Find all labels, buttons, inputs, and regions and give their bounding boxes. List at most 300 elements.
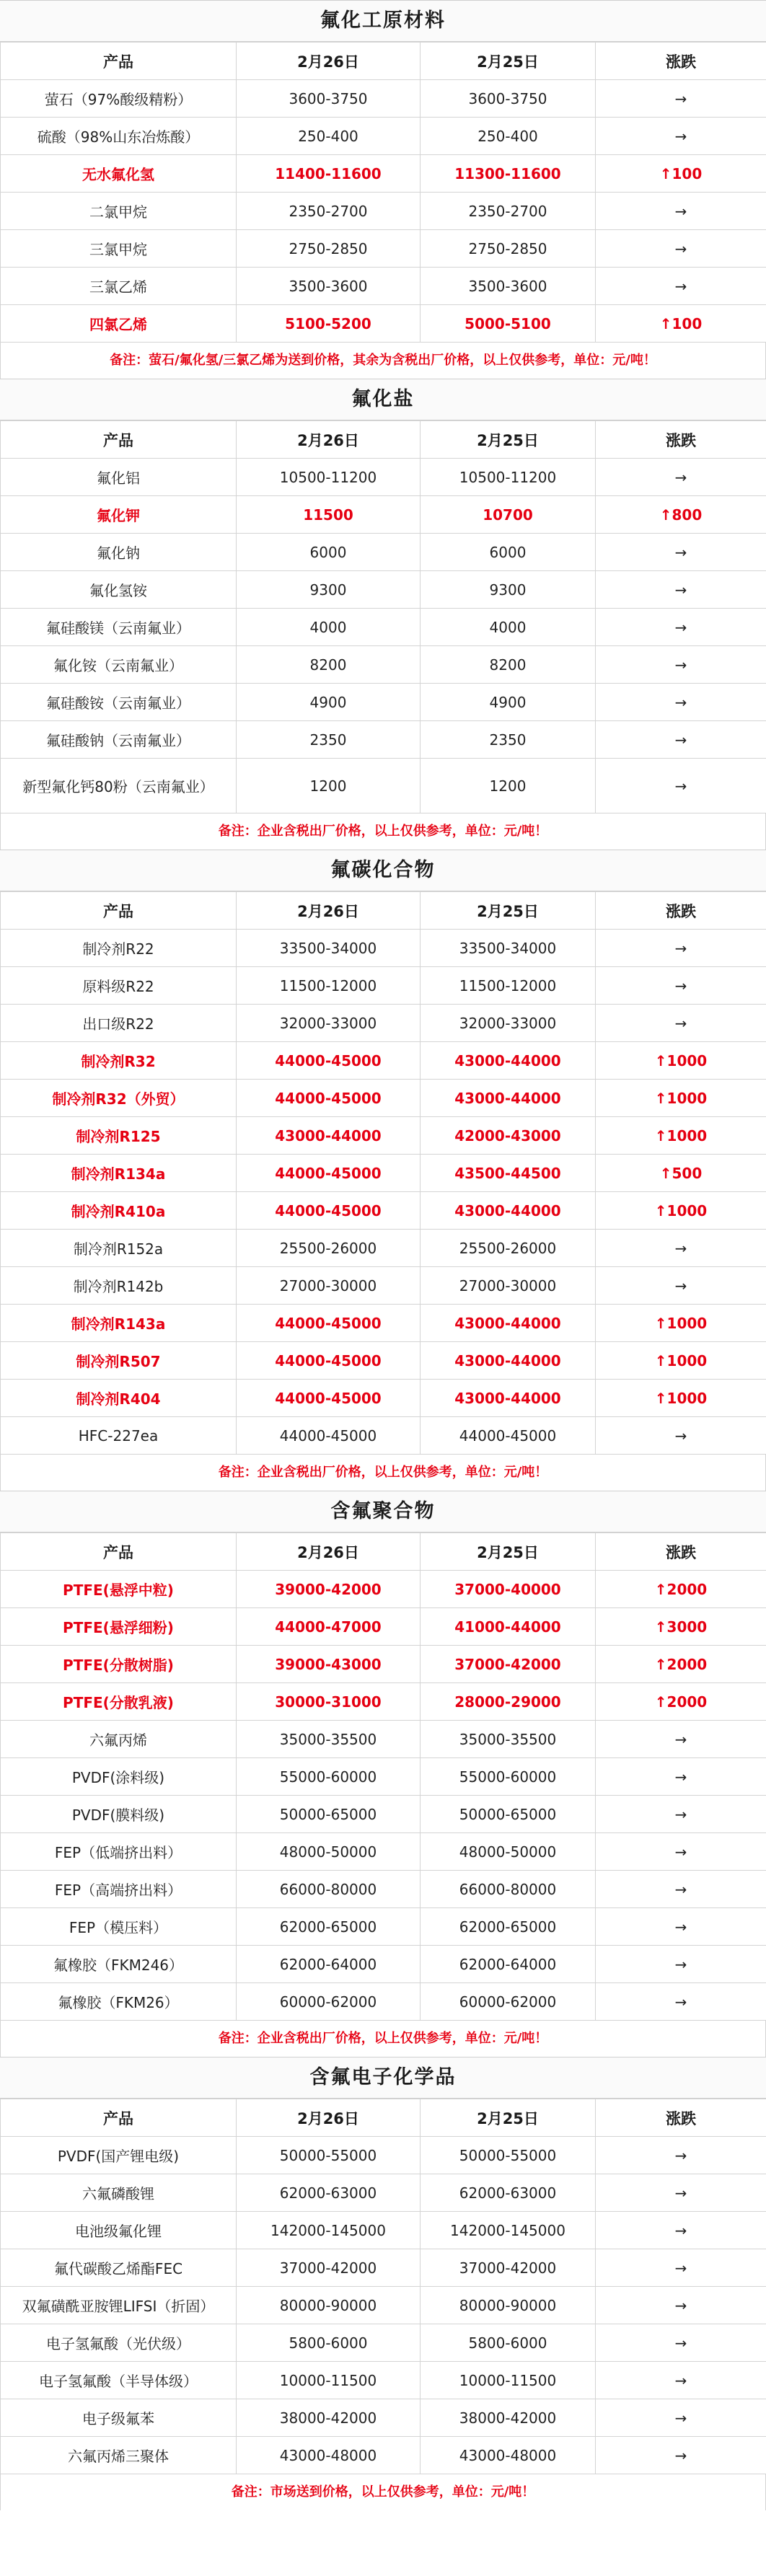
table-row [1,1796,766,1833]
table-row [1,305,766,343]
table-row [1,609,766,646]
price-date-1: 9300 [237,571,421,609]
price-section [0,0,766,379]
price-date-2: 43000-44000 [421,1380,596,1417]
price-date-1: 10500-11200 [237,459,421,496]
header-date-1: 2月26日 [237,421,421,459]
product-name: 三氯乙烯 [1,268,237,305]
table-row [1,2249,766,2287]
price-date-2: 5800-6000 [421,2324,596,2362]
price-date-1: 11400-11600 [237,155,421,193]
price-date-2: 60000-62000 [421,1983,596,2021]
table-row [1,1946,766,1983]
product-name: PVDF(涂料级) [1,1758,237,1796]
header-date-1: 2月26日 [237,43,421,80]
price-date-2: 48000-50000 [421,1833,596,1871]
table-row [1,1683,766,1721]
price-date-1: 44000-47000 [237,1608,421,1646]
price-date-1: 44000-45000 [237,1192,421,1230]
header-date-2: 2月25日 [421,43,596,80]
price-date-2: 2350-2700 [421,193,596,230]
price-date-2: 25500-26000 [421,1230,596,1267]
price-date-2: 4000 [421,609,596,646]
table-row [1,721,766,759]
price-change: → [596,1005,766,1042]
price-change: ↑800 [596,496,766,534]
price-date-2: 62000-63000 [421,2174,596,2212]
price-date-1: 39000-42000 [237,1571,421,1608]
product-name: 六氟丙烯三聚体 [1,2437,237,2474]
section-note: 备注：企业含税出厂价格，以上仅供参考，单位：元/吨！ [0,1455,766,1491]
product-name: 氟橡胶（FKM26） [1,1983,237,2021]
price-change: → [596,1908,766,1946]
price-date-1: 43000-48000 [237,2437,421,2474]
product-name: PTFE(悬浮细粉) [1,1608,237,1646]
price-table [0,42,766,343]
price-date-1: 37000-42000 [237,2249,421,2287]
header-product: 产品 [1,43,237,80]
section-title: 氟化盐 [0,379,766,420]
product-name: 氟硅酸钠（云南氟业） [1,721,237,759]
price-date-2: 43000-44000 [421,1042,596,1080]
price-date-2: 11300-11600 [421,155,596,193]
price-change: → [596,1267,766,1305]
table-row [1,2362,766,2399]
product-name: 氟化氢铵 [1,571,237,609]
table-row [1,1267,766,1305]
price-table [0,1532,766,2021]
product-name: 氟橡胶（FKM246） [1,1946,237,1983]
table-row [1,1305,766,1342]
product-name: 制冷剂R143a [1,1305,237,1342]
price-change: → [596,1871,766,1908]
section-note: 备注：市场送到价格，以上仅供参考，单位：元/吨！ [0,2474,766,2510]
table-row [1,1155,766,1192]
price-date-2: 37000-40000 [421,1571,596,1608]
price-section [0,850,766,1491]
product-name: 制冷剂R134a [1,1155,237,1192]
product-name: FEP（模压料） [1,1908,237,1946]
price-change: → [596,2399,766,2437]
price-date-1: 35000-35500 [237,1721,421,1758]
table-header-row [1,2099,766,2137]
product-name: 电子氢氟酸（半导体级） [1,2362,237,2399]
price-change: → [596,230,766,268]
section-title: 氟碳化合物 [0,850,766,891]
price-date-1: 10000-11500 [237,2362,421,2399]
table-row [1,1571,766,1608]
product-name: 氟化铝 [1,459,237,496]
price-date-1: 62000-63000 [237,2174,421,2212]
price-change: → [596,2174,766,2212]
table-row [1,930,766,967]
price-change: → [596,967,766,1005]
product-name: 制冷剂R142b [1,1267,237,1305]
price-change: → [596,1833,766,1871]
product-name: PTFE(分散乳液) [1,1683,237,1721]
price-date-1: 44000-45000 [237,1042,421,1080]
price-date-2: 10000-11500 [421,2362,596,2399]
table-row [1,1005,766,1042]
price-change: ↑1000 [596,1342,766,1380]
price-date-1: 44000-45000 [237,1417,421,1455]
product-name: 制冷剂R410a [1,1192,237,1230]
price-date-2: 35000-35500 [421,1721,596,1758]
price-date-1: 2750-2850 [237,230,421,268]
price-date-1: 5800-6000 [237,2324,421,2362]
header-date-2: 2月25日 [421,892,596,930]
table-row [1,1342,766,1380]
table-row [1,2437,766,2474]
section-title: 含氟电子化学品 [0,2057,766,2099]
price-date-2: 62000-64000 [421,1946,596,1983]
price-change: → [596,80,766,118]
price-change: → [596,684,766,721]
price-change: ↑100 [596,305,766,343]
price-change: → [596,2287,766,2324]
price-table [0,2099,766,2474]
price-change: → [596,268,766,305]
product-name: 萤石（97%酸级精粉） [1,80,237,118]
price-date-1: 62000-65000 [237,1908,421,1946]
table-row [1,2399,766,2437]
price-change: → [596,2324,766,2362]
table-row [1,2324,766,2362]
price-change: → [596,609,766,646]
product-name: 出口级R22 [1,1005,237,1042]
price-date-1: 30000-31000 [237,1683,421,1721]
price-date-2: 43000-44000 [421,1192,596,1230]
price-date-2: 28000-29000 [421,1683,596,1721]
price-date-2: 250-400 [421,118,596,155]
product-name: 六氟磷酸锂 [1,2174,237,2212]
price-change: → [596,534,766,571]
price-change: → [596,1946,766,1983]
price-date-1: 4000 [237,609,421,646]
table-row [1,1042,766,1080]
price-date-2: 9300 [421,571,596,609]
price-change: → [596,1417,766,1455]
header-product: 产品 [1,1533,237,1571]
price-date-2: 55000-60000 [421,1758,596,1796]
product-name: 氟化铵（云南氟业） [1,646,237,684]
price-date-1: 50000-65000 [237,1796,421,1833]
price-date-2: 2750-2850 [421,230,596,268]
price-change: → [596,721,766,759]
price-date-1: 33500-34000 [237,930,421,967]
price-change: → [596,1758,766,1796]
table-row [1,759,766,813]
price-date-2: 6000 [421,534,596,571]
price-date-1: 8200 [237,646,421,684]
table-row [1,80,766,118]
price-change: → [596,1796,766,1833]
table-row [1,118,766,155]
price-date-1: 27000-30000 [237,1267,421,1305]
table-row [1,684,766,721]
price-change: → [596,759,766,813]
product-name: FEP（高端挤出料） [1,1871,237,1908]
section-note: 备注：企业含税出厂价格，以上仅供参考，单位：元/吨！ [0,2021,766,2057]
table-row [1,967,766,1005]
header-change: 涨跌 [596,2099,766,2137]
table-header-row [1,421,766,459]
price-date-1: 4900 [237,684,421,721]
header-date-1: 2月26日 [237,892,421,930]
product-name: 硫酸（98%山东冶炼酸） [1,118,237,155]
price-date-1: 3500-3600 [237,268,421,305]
price-change: ↑3000 [596,1608,766,1646]
table-row [1,1758,766,1796]
price-change: → [596,2249,766,2287]
table-row [1,1080,766,1117]
header-date-2: 2月25日 [421,421,596,459]
table-row [1,193,766,230]
price-date-2: 43000-44000 [421,1342,596,1380]
price-date-2: 5000-5100 [421,305,596,343]
price-section [0,2057,766,2510]
table-row [1,646,766,684]
price-date-1: 44000-45000 [237,1342,421,1380]
product-name: 六氟丙烯 [1,1721,237,1758]
price-change: ↑1000 [596,1380,766,1417]
product-name: 制冷剂R404 [1,1380,237,1417]
product-name: 氟化钠 [1,534,237,571]
header-change: 涨跌 [596,43,766,80]
product-name: 制冷剂R32 [1,1042,237,1080]
price-change: ↑1000 [596,1117,766,1155]
table-row [1,1833,766,1871]
table-row [1,1117,766,1155]
header-change: 涨跌 [596,1533,766,1571]
product-name: PVDF(国产锂电级) [1,2137,237,2174]
price-date-1: 43000-44000 [237,1117,421,1155]
price-change: ↑1000 [596,1042,766,1080]
header-change: 涨跌 [596,892,766,930]
product-name: 制冷剂R125 [1,1117,237,1155]
price-date-2: 80000-90000 [421,2287,596,2324]
price-date-2: 62000-65000 [421,1908,596,1946]
price-date-2: 8200 [421,646,596,684]
product-name: 氟硅酸镁（云南氟业） [1,609,237,646]
price-table [0,891,766,1455]
price-change: → [596,646,766,684]
product-name: 电池级氟化锂 [1,2212,237,2249]
table-row [1,1983,766,2021]
price-change: → [596,193,766,230]
price-change: → [596,459,766,496]
product-name: 双氟磺酰亚胺锂LIFSI（折固） [1,2287,237,2324]
price-date-1: 39000-43000 [237,1646,421,1683]
price-date-2: 41000-44000 [421,1608,596,1646]
price-date-2: 37000-42000 [421,1646,596,1683]
price-date-1: 3600-3750 [237,80,421,118]
price-date-1: 50000-55000 [237,2137,421,2174]
table-header-row [1,43,766,80]
section-note: 备注：企业含税出厂价格，以上仅供参考，单位：元/吨！ [0,813,766,850]
product-name: PTFE(悬浮中粒) [1,1571,237,1608]
product-name: 氟硅酸铵（云南氟业） [1,684,237,721]
table-row [1,268,766,305]
price-date-1: 11500 [237,496,421,534]
price-date-2: 10700 [421,496,596,534]
price-date-2: 2350 [421,721,596,759]
header-date-2: 2月25日 [421,1533,596,1571]
price-change: → [596,1230,766,1267]
price-change: → [596,930,766,967]
price-change: ↑1000 [596,1305,766,1342]
product-name: 原料级R22 [1,967,237,1005]
product-name: 制冷剂R507 [1,1342,237,1380]
price-change: ↑500 [596,1155,766,1192]
price-date-1: 25500-26000 [237,1230,421,1267]
table-row [1,1230,766,1267]
price-date-1: 2350 [237,721,421,759]
product-name: 四氯乙烯 [1,305,237,343]
price-date-1: 55000-60000 [237,1758,421,1796]
product-name: PVDF(膜料级) [1,1796,237,1833]
price-change: → [596,1983,766,2021]
section-note: 备注：萤石/氟化氢/三氯乙烯为送到价格，其余为含税出厂价格，以上仅供参考，单位：元/吨！ [0,343,766,379]
price-date-2: 43000-44000 [421,1080,596,1117]
price-change: ↑100 [596,155,766,193]
header-product: 产品 [1,2099,237,2137]
price-change: ↑2000 [596,1683,766,1721]
header-product: 产品 [1,892,237,930]
table-row [1,2287,766,2324]
price-change: → [596,1721,766,1758]
price-date-1: 11500-12000 [237,967,421,1005]
price-date-1: 32000-33000 [237,1005,421,1042]
price-date-2: 50000-65000 [421,1796,596,1833]
table-row [1,1380,766,1417]
price-date-1: 44000-45000 [237,1305,421,1342]
header-date-1: 2月26日 [237,2099,421,2137]
header-date-1: 2月26日 [237,1533,421,1571]
price-date-2: 43500-44500 [421,1155,596,1192]
table-row [1,459,766,496]
price-date-2: 1200 [421,759,596,813]
table-row [1,1646,766,1683]
product-name: PTFE(分散树脂) [1,1646,237,1683]
product-name: 电子氢氟酸（光伏级） [1,2324,237,2362]
product-name: 电子级氟苯 [1,2399,237,2437]
price-change: → [596,571,766,609]
price-date-2: 10500-11200 [421,459,596,496]
price-date-1: 2350-2700 [237,193,421,230]
price-date-2: 66000-80000 [421,1871,596,1908]
table-row [1,2212,766,2249]
price-date-1: 1200 [237,759,421,813]
price-date-2: 38000-42000 [421,2399,596,2437]
table-row [1,2137,766,2174]
product-name: 二氯甲烷 [1,193,237,230]
price-section [0,379,766,850]
table-row [1,230,766,268]
table-row [1,155,766,193]
price-date-1: 44000-45000 [237,1155,421,1192]
price-date-1: 62000-64000 [237,1946,421,1983]
table-row [1,571,766,609]
header-product: 产品 [1,421,237,459]
price-section [0,1491,766,2057]
price-date-2: 50000-55000 [421,2137,596,2174]
price-date-1: 44000-45000 [237,1380,421,1417]
table-row [1,1417,766,1455]
price-date-2: 3600-3750 [421,80,596,118]
table-row [1,496,766,534]
price-date-2: 11500-12000 [421,967,596,1005]
price-date-1: 142000-145000 [237,2212,421,2249]
price-date-2: 44000-45000 [421,1417,596,1455]
product-name: 新型氟化钙80粉（云南氟业） [1,759,237,813]
product-name: 制冷剂R22 [1,930,237,967]
product-name: 氟化钾 [1,496,237,534]
price-date-1: 48000-50000 [237,1833,421,1871]
price-change: ↑2000 [596,1571,766,1608]
price-date-1: 6000 [237,534,421,571]
price-date-1: 38000-42000 [237,2399,421,2437]
table-row [1,1608,766,1646]
price-date-2: 37000-42000 [421,2249,596,2287]
price-date-1: 60000-62000 [237,1983,421,2021]
table-row [1,2174,766,2212]
price-date-2: 33500-34000 [421,930,596,967]
price-date-1: 250-400 [237,118,421,155]
product-name: 三氯甲烷 [1,230,237,268]
product-name: HFC-227ea [1,1417,237,1455]
product-name: 制冷剂R32（外贸） [1,1080,237,1117]
header-change: 涨跌 [596,421,766,459]
product-name: 制冷剂R152a [1,1230,237,1267]
price-date-1: 44000-45000 [237,1080,421,1117]
price-change: → [596,2437,766,2474]
price-change: ↑1000 [596,1192,766,1230]
price-date-2: 3500-3600 [421,268,596,305]
price-date-1: 5100-5200 [237,305,421,343]
price-date-1: 80000-90000 [237,2287,421,2324]
price-change: → [596,2137,766,2174]
price-date-2: 42000-43000 [421,1117,596,1155]
table-header-row [1,892,766,930]
table-header-row [1,1533,766,1571]
price-date-2: 27000-30000 [421,1267,596,1305]
price-change: ↑2000 [596,1646,766,1683]
section-title: 氟化工原材料 [0,0,766,42]
table-row [1,1908,766,1946]
price-date-2: 43000-48000 [421,2437,596,2474]
table-row [1,1721,766,1758]
price-date-2: 142000-145000 [421,2212,596,2249]
table-row [1,534,766,571]
price-change: ↑1000 [596,1080,766,1117]
price-date-1: 66000-80000 [237,1871,421,1908]
price-date-2: 43000-44000 [421,1305,596,1342]
product-name: 无水氟化氢 [1,155,237,193]
price-date-2: 32000-33000 [421,1005,596,1042]
section-title: 含氟聚合物 [0,1491,766,1532]
product-name: 氟代碳酸乙烯酯FEC [1,2249,237,2287]
price-change: → [596,2362,766,2399]
price-change: → [596,2212,766,2249]
table-row [1,1192,766,1230]
header-date-2: 2月25日 [421,2099,596,2137]
price-date-2: 4900 [421,684,596,721]
price-table [0,420,766,813]
table-row [1,1871,766,1908]
price-change: → [596,118,766,155]
product-name: FEP（低端挤出料） [1,1833,237,1871]
